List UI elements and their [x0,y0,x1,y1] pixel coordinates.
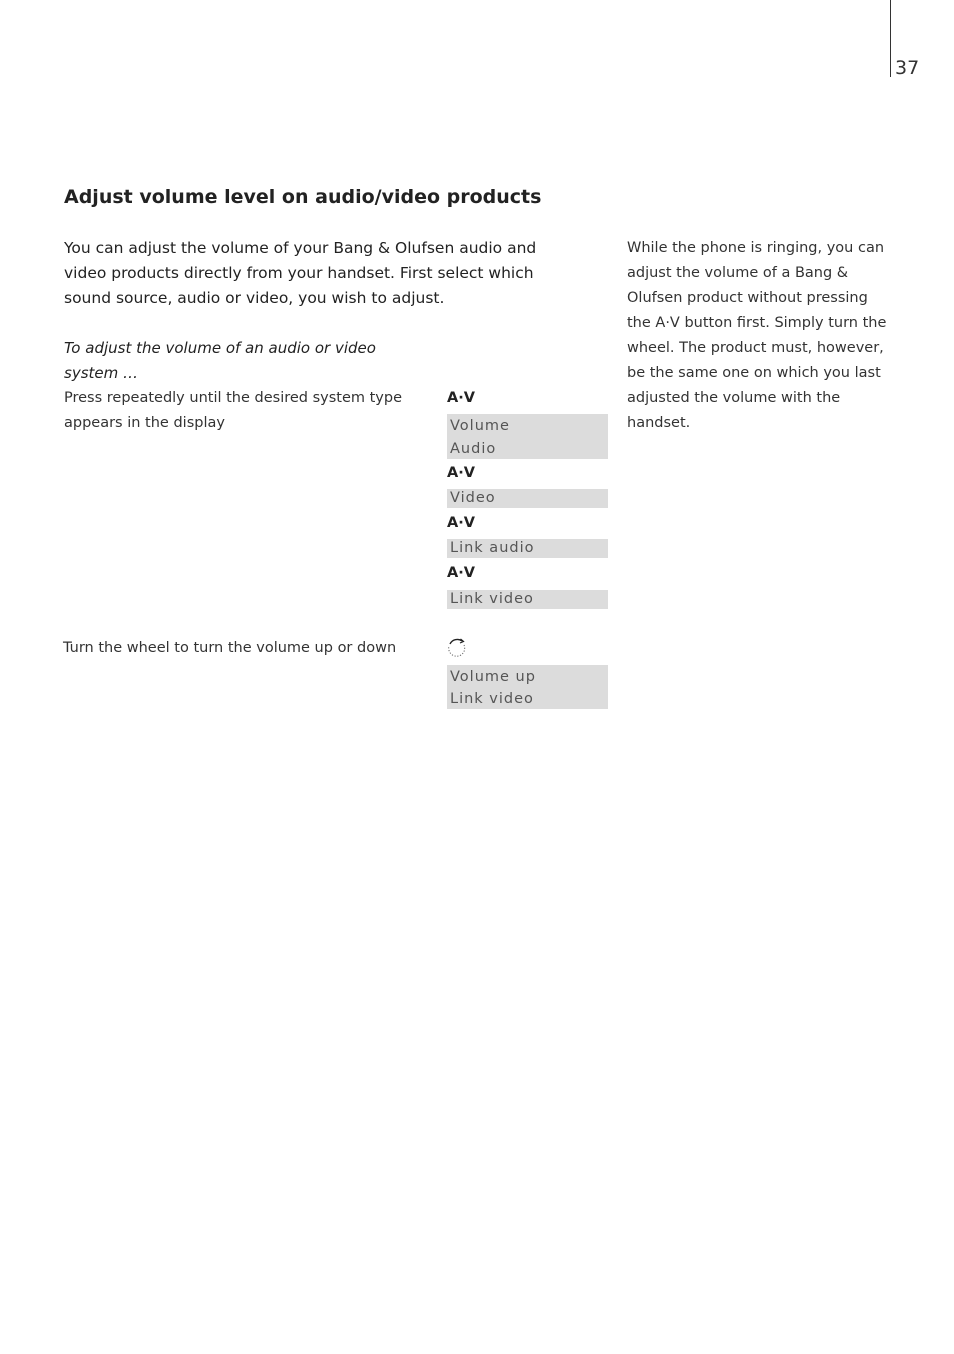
sidebar-note: While the phone is ringing, you can adjust the volume of a Bang & Olufsen product without pressing the A·V button first. Simply turn the wheel. The product must, however, be the same one on which you last adjusted the volume with the handset. [627,240,887,431]
display-line: Video [450,490,496,506]
display-line: Link video [450,691,534,707]
display-line: Volume up [450,669,536,685]
av-button-label: A·V [447,390,475,406]
av-button-label: A·V [447,465,475,481]
av-button-label: A·V [447,515,475,531]
display-panel [447,590,608,609]
intro-paragraph: You can adjust the volume of your Bang & Olufsen audio and video products directly from your handset. First select which sound source, audio or video, you wish to adjust. [64,239,537,307]
section-heading: Adjust volume level on audio/video products [64,186,542,208]
display-panel [447,539,608,558]
display-line: Link video [450,591,534,607]
av-button-label: A·V [447,565,475,581]
display-panel [447,665,608,709]
display-line: Audio [450,441,497,457]
instruction-press: Press repeatedly until the desired system type appears in the display [64,390,403,431]
page-edge-rule [890,0,891,77]
display-line: Volume [450,418,510,434]
page-number: 37 [895,57,920,79]
display-line: Link audio [450,540,535,556]
display-panel [447,489,608,508]
wheel-icon [446,637,468,659]
procedure-title: To adjust the volume of an audio or video system … [64,339,376,382]
display-panel [447,414,608,459]
instruction-wheel: Turn the wheel to turn the volume up or down [63,640,397,656]
